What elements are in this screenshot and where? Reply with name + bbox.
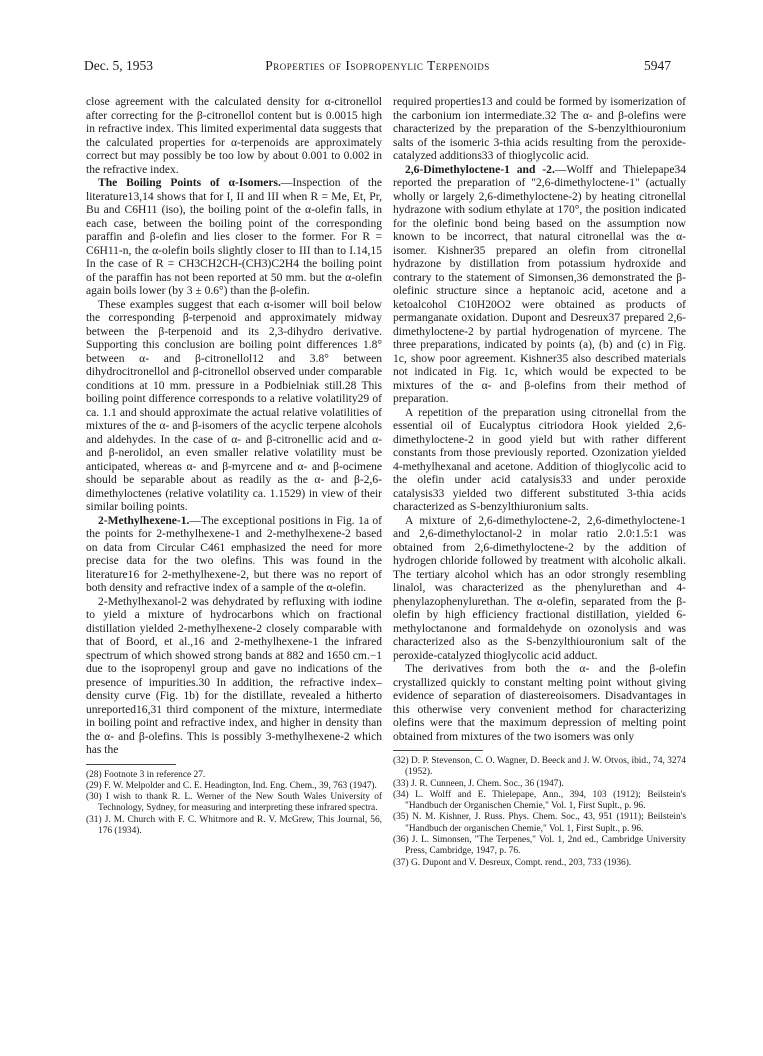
footnotes xyxy=(86,770,382,838)
section-heading: 2-Methylhexene-1. xyxy=(98,514,190,527)
paragraph xyxy=(86,515,382,596)
section-heading: 2,6-Dimethyloctene-1 and -2. xyxy=(405,163,555,176)
footnote: (33) J. R. Cunneen, J. Chem. Soc., 36 (1947). xyxy=(393,778,564,789)
right-column xyxy=(393,96,686,869)
paragraph: These examples suggest that each α-isomer will boil below the corresponding β-terpenoid and approximately midway between the β-terpenoid and its 2,3-dihydro derivative. Supporting this conclusion are boiling point differences 1.8° between α- and β-citronellol12 and 3.8° between dihydrocitronellol and β-citronellol observed under comparable conditions at 10 mm. pressure in a Podbielniak still.28 This boiling point difference corresponds to a relative volatility29 of ca. 1.1 and should approximate the actual relative volatilities of mixtures of the α- and β-isomers of the acyclic terpene alcohols and aldehydes. In the case of α- and β-citronellic acid and α- and β-nerolidol, an even smaller relative volatility must be anticipated, whereas α- and β-myrcene and α- and β-ocimene should be separable about as readily as the α- and β-2,6-dimethyloctenes (relative volatility ca. 1.1529) in view of their similar boiling points. xyxy=(86,298,382,513)
header-date: Dec. 5, 1953 xyxy=(84,58,153,73)
paragraph-text: —Inspection of the literature13,14 shows that for I, II and III when R = Me, Et, Pr, Bu and C6H11 (iso), the boiling point of the α-olefin falls, in each case, between the boiling point of the corresponding paraffin and β-olefin and lies closer to the former. For R = C6H11-n, the α-olefin boils slightly closer to III than to I.14,15 In the case of R = CH3CH2CH-(CH3)C2H4 the boiling point of the paraffin has not been reported at 50 mm. but the α-olefin again boils lower (by 3 ± 0.6°) than the β-olefin. xyxy=(86,177,382,297)
left-column xyxy=(86,96,382,837)
running-header xyxy=(84,58,671,78)
header-page-number: 5947 xyxy=(644,58,671,73)
footnotes xyxy=(393,756,686,869)
section-heading: The Boiling Points of α-Isomers. xyxy=(98,177,281,189)
paragraph: 2-Methylhexanol-2 was dehydrated by refluxing with iodine to yield a mixture of hydrocarbons which on fractional distillation yielded 2-methylhexene-2 closely comparable with that of Boord, et al.,16 and 2-methylhexene-1 the infrared spectrum of which showed strong bands at 882 and 1650 cm.−1 due to the isopropenyl group and gave no indications of the presence of impurities.30 In addition, the refractive index–density curve (Fig. 1b) for the distillate, revealed a hitherto unreported16,31 third component of the mixture, intermediate in boiling point and refractive index, and higher in density than the α- and β-olefins. This is possibly 3-methylhexene-2 which has the xyxy=(86,595,382,756)
footnote: (35) N. M. Kishner, J. Russ. Phys. Chem. Soc., 43, 951 (1911); Beilstein's "Handbuch der organischen Chemie," Vol. 1, First Suplt., p. 96. xyxy=(393,812,686,834)
paragraph xyxy=(393,164,686,407)
header-title: Properties of Isopropenylic Terpenoids xyxy=(265,58,490,73)
paragraph-text: —Wolff and Thielepape34 reported the preparation of "2,6-dimethyloctene-1" (actually wholly or largely 2,6-dimethyloctene-2) by heating citronellal hydrazone with sodium ethylate at 170°, the position indicated for the olefinic bond being based on the assumption now known to be incorrect, that natural citronellal was the α-isomer. Kishner35 prepared an olefin from citronellal hydrazone by distillation from potassium hydroxide and contrary to the statement of Simonsen,36 demonstrated the β-olefinic structure since a heptanoic acid, acetone and a ketoalcohol C10H20O2 were obtained as products of permanganate oxidation. Dupont and Desreux37 prepared 2,6-dimethyloctene-2 by partial hydrogenation of myrcene. The three preparations, indicated by points (a), (b) and (c) in Fig. 1c, show poor agreement. Kishner35 also described materials not indicated in Fig. 1c, which would be expected to be mixtures of the α- and β-olefins from their method of preparation. xyxy=(393,163,686,405)
paragraph xyxy=(86,177,382,299)
paragraph: close agreement with the calculated density for α-citronellol after correcting for the β-citronellol content but is 0.0015 high in refractive index. This limited experimental data suggests that the calculated properties for α-terpenoids are approximately correct but may possibly be too low by about 0.001 to 0.002 in the refractive index. xyxy=(86,96,382,176)
footnote: (28) Footnote 3 in reference 27. xyxy=(86,769,206,780)
footnote: (32) D. P. Stevenson, C. O. Wagner, D. Beeck and J. W. Otvos, ibid., 74, 3274 (1952). xyxy=(393,756,686,778)
footnote-rule xyxy=(86,764,176,765)
footnote: (29) F. W. Melpolder and C. E. Headington, Ind. Eng. Chem., 39, 763 (1947). xyxy=(86,780,377,791)
footnote: (36) J. L. Simonsen, "The Terpenes," Vol. 1, 2nd ed., Cambridge University Press, Cambridge, 1947, p. 76. xyxy=(393,835,686,857)
paragraph: The derivatives from both the α- and the β-olefin crystallized quickly to constant melting point without giving evidence of separation of diastereoisomers. Disadvantages in this otherwise very convenient method for characterizing olefins were that the maximum depression of melting point obtained from mixtures of the two isomers was only xyxy=(393,663,686,743)
footnote: (30) I wish to thank R. L. Werner of the New South Wales University of Technology, Sydney, for measuring and interpreting these infrared spectra. xyxy=(86,792,382,814)
footnote: (37) G. Dupont and V. Desreux, Compt. rend., 203, 733 (1936). xyxy=(393,857,632,868)
footnote: (34) L. Wolff and E. Thielepape, Ann., 394, 103 (1912); Beilstein's "Handbuch der Organischen Chemie," Vol. 1, First Suplt., p. 96. xyxy=(393,789,686,812)
paragraph: required properties13 and could be formed by isomerization of the carbonium ion intermediate.32 The α- and β-olefins were characterized by the preparation of the S-benzylthiouronium salts of the isomeric 3-thia acids resulting from the peroxide-catalyzed additions33 of thioglycolic acid. xyxy=(393,96,686,162)
paragraph-text: —The exceptional positions in Fig. 1a of the points for 2-methylhexene-1 and 2-methylhexene-2 based on data from Circular C461 emphasized the need for more precise data for the two olefins. This was found in the literature16 for 2-methylhexene-2, but there was no report of both density and refractive index of a sample of the α-olefin. xyxy=(86,514,382,594)
footnote-rule xyxy=(393,750,483,751)
footnote: (31) J. M. Church with F. C. Whitmore and R. V. McGrew, This Journal, 56, 176 (1934). xyxy=(86,814,382,836)
paragraph: A mixture of 2,6-dimethyloctene-2, 2,6-dimethyloctene-1 and 2,6-dimethyloctanol-2 in molar ratio 2.0:1.5:1 was obtained from 2,6-dimethyloctene-2 by the addition of hydrogen chloride followed by treatment with alcoholic alkali. The tertiary alcohol which has an odor strongly resembling linalol, was characterized as the phenylurethan and 4-phenylazophenylurethan. The α-olefin, separated from the β-olefin by high efficiency fractional distillation, yielded 6-methyloctanone and formaldehyde on ozonolysis and was characterized also as the S-benzylthiouronium salt of the peroxide-catalyzed thioglycolic acid adduct. xyxy=(393,514,686,662)
paragraph: A repetition of the preparation using citronellal from the essential oil of Eucalyptus citriodora Hook yielded 2,6-dimethyloctene-2 in good yield but with rather different constants from those previously reported. Ozonization yielded 4-methylhexanal and acetone. Addition of thioglycolic acid to the olefin under acid catalysis33 and under peroxide catalysis33 yielded two different substituted 3-thia acids characterized as S-benzylthiuronium salts. xyxy=(393,406,686,513)
